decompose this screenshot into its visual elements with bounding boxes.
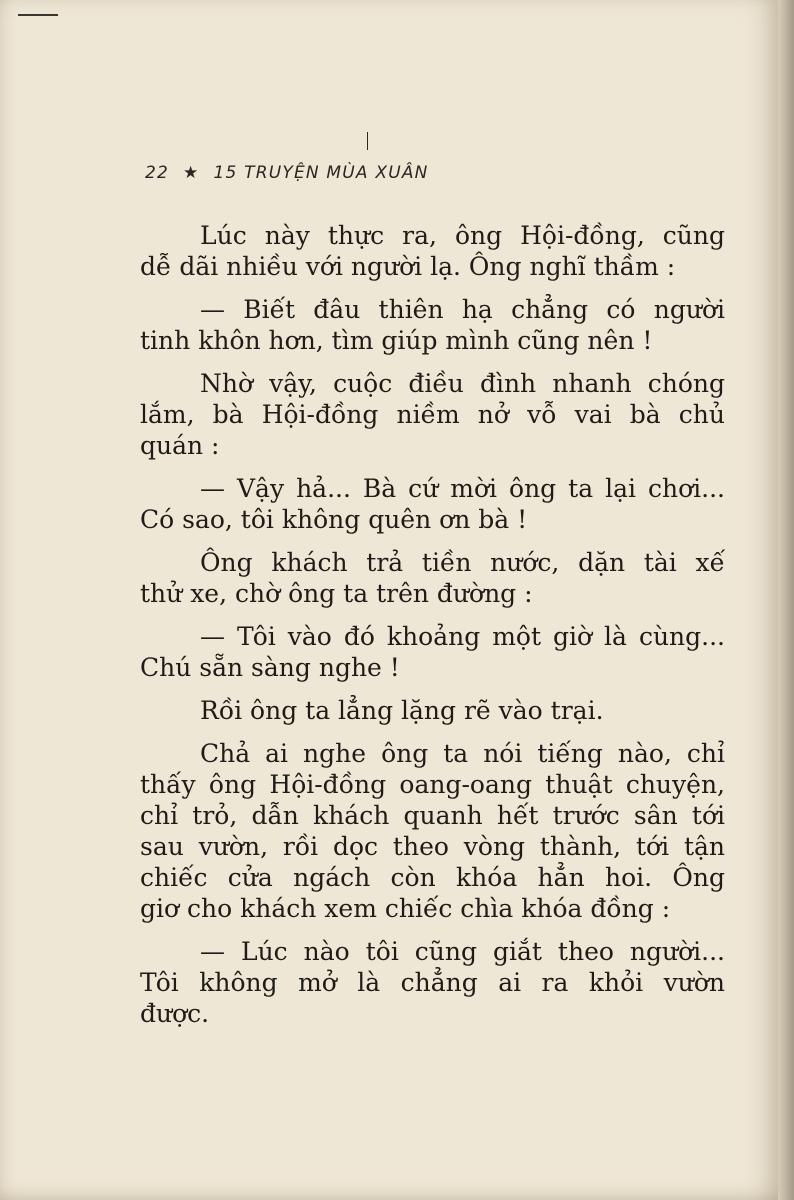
- center-tick-mark: [367, 132, 368, 150]
- text-line: Nhờ vậy, cuộc điều đình nhanh chóng: [200, 369, 725, 398]
- text-line: lắm, bà Hội-đồng niềm nở vỗ vai bà chủ: [140, 400, 725, 429]
- text-line: chiếc cửa ngách còn khóa hẳn hoi. Ông: [140, 863, 725, 892]
- text-line: tinh khôn hơn, tìm giúp mình cũng nên !: [140, 326, 653, 355]
- body-text: [140, 220, 725, 1029]
- text-line: Có sao, tôi không quên ơn bà !: [140, 505, 528, 534]
- paragraph: [140, 936, 725, 1029]
- text-line: Tôi không mở là chẳng ai ra khỏi vườn: [140, 968, 725, 997]
- text-line: thử xe, chờ ông ta trên đường :: [140, 579, 533, 608]
- corner-rule: [18, 14, 58, 16]
- text-line: chỉ trỏ, dẫn khách quanh hết trước sân tới: [140, 801, 725, 830]
- text-line: sau vườn, rồi dọc theo vòng thành, tới tận: [140, 832, 725, 861]
- page-number: 22: [145, 163, 170, 183]
- book-title: 15 TRUYỆN MÙA XUÂN: [213, 163, 429, 183]
- text-line: Ông khách trả tiền nước, dặn tài xế: [200, 548, 725, 577]
- paragraph: [140, 220, 725, 282]
- star-icon: ★: [183, 163, 200, 183]
- text-line: Lúc này thực ra, ông Hội-đồng, cũng: [200, 221, 725, 250]
- text-line: giơ cho khách xem chiếc chìa khóa đồng :: [140, 894, 671, 923]
- text-line: dễ dãi nhiều với người lạ. Ông nghĩ thầm :: [140, 252, 676, 281]
- text-line: — Lúc nào tôi cũng giắt theo người...: [200, 937, 725, 966]
- paragraph: [140, 368, 725, 461]
- text-line: Chả ai nghe ông ta nói tiếng nào, chỉ: [200, 739, 725, 768]
- text-line: Rồi ông ta lẳng lặng rẽ vào trại.: [200, 696, 604, 725]
- page-edge: [778, 0, 794, 1200]
- paragraph: [140, 547, 725, 609]
- text-line: Chú sẵn sàng nghe !: [140, 653, 400, 682]
- paragraph: [140, 621, 725, 683]
- text-line: được.: [140, 999, 210, 1028]
- text-line: — Biết đâu thiên hạ chẳng có người: [200, 295, 725, 324]
- text-line: thấy ông Hội-đồng oang-oang thuật chuyện,: [140, 770, 725, 799]
- paragraph: [140, 294, 725, 356]
- text-line: — Tôi vào đó khoảng một giờ là cùng...: [200, 622, 725, 651]
- text-line: quán :: [140, 431, 220, 460]
- paragraph: [140, 738, 725, 924]
- paragraph: [140, 695, 725, 726]
- text-line: — Vậy hả... Bà cứ mời ông ta lại chơi...: [200, 474, 725, 503]
- running-header: [145, 163, 429, 183]
- paragraph: [140, 473, 725, 535]
